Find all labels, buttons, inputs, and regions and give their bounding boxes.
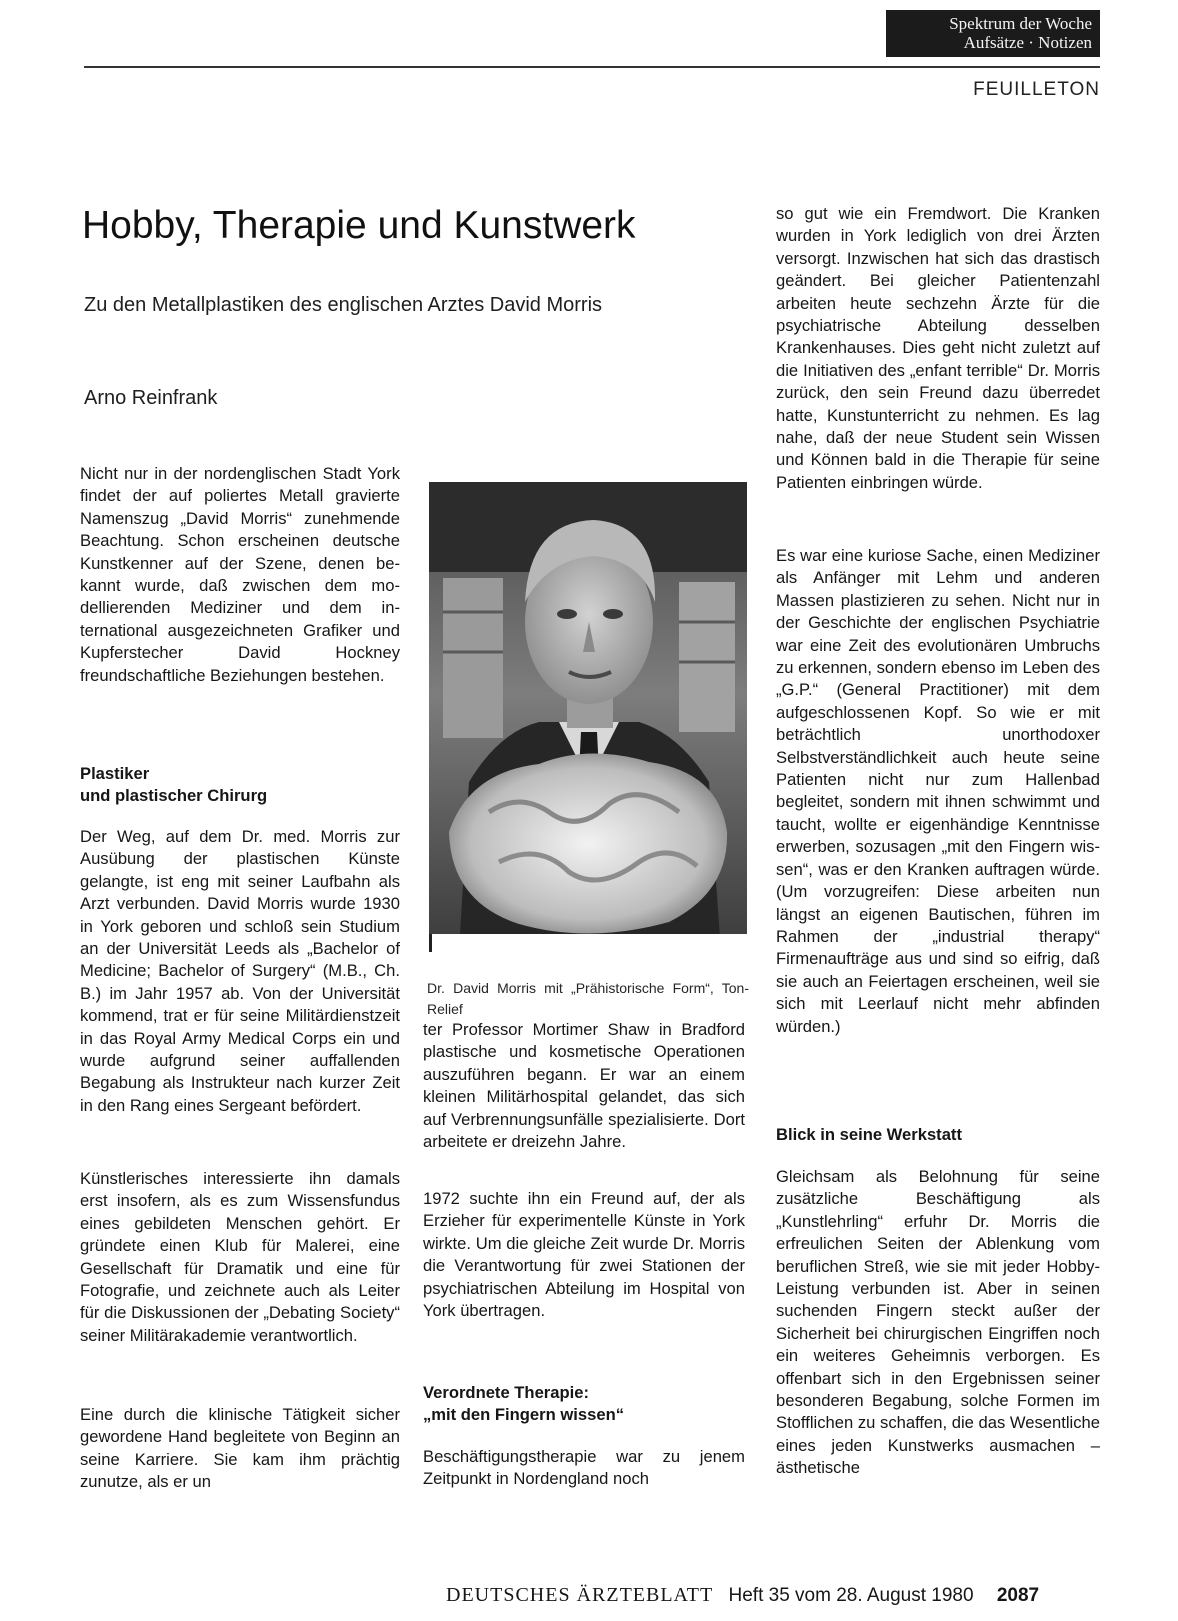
paragraph: Es war eine kuriose Sache, einen Mediziner als Anfänger mit Lehm und anderen Massen plastizieren zu sehen. Nicht nur in der Geschichte der englischen Psychiatrie war eine Zeit des evolutionären Umbruchs zu erkennen, sondern ebenso im Leben des „G.P.“ (General Practitioner) mit dem aufgeschlossenen Kopf. So wie er mit beträchtlich unorthodoxer Selbstverständlichkeit auch heute seine Patienten nicht nur zum Hallenbad begleitet, sondern mit ihnen schwimmt und taucht, wollte er eigenhändige Kenntnisse erwerben, sozusagen „mit den Fingern wissen“, was er den Kranken auftragen würde. (Um vorzugreifen: Diese arbeiten nun längst an eigenen Bautischen, führen im Rahmen der „industrial therapy“ Firmenaufträge aus und sind so eifrig, daß sie auch an Feiertagen erscheinen, weil sie sich mit Leerlauf nicht mehr abfinden würden.) xyxy=(776,546,1100,1036)
paragraph: Nicht nur in der nordenglischen Stadt York findet der auf poliertes Metall gravierte Namenszug „David Morris“ zunehmende Beachtung. Schon erscheinen deutsche Kunstkenner auf der Szene, denen bekannt wurde, daß zwischen dem modellierenden Mediziner und dem international ausgezeichneten Grafiker und Kupferstecher David Hockney freundschaftliche Beziehungen bestehen. xyxy=(80,464,400,685)
paragraph: 1972 suchte ihn ein Freund auf, der als Erzieher für experimentelle Künste in York wirkte. Um die gleiche Zeit wurde Dr. Morris die Verantwortung für zwei Stationen der psychiatrischen Abteilung im Hospital von York übertragen. xyxy=(423,1189,745,1321)
paragraph: Der Weg, auf dem Dr. med. Morris zur Ausübung der plastischen Künste gelangte, ist eng mit seiner Laufbahn als Arzt verbunden. David Morris wurde 1930 in York geboren und schloß sein Studium an der Universität Leeds als „Bachelor of Medicine; Bachelor of Surgery“ (M.B., Ch. B.) im Jahr 1957 ab. Von der Universität kommend, trat er für seine Militärdienstzeit in das Royal Army Medical Corps ein und wurde aufgrund seiner auffallenden Begabung als Instrukteur nach kurzer Zeit in den Rang eines Sergeant befördert. xyxy=(80,827,400,1115)
section-heading-line: Plastiker xyxy=(80,764,150,783)
column-1-heading xyxy=(80,763,400,808)
journal-name: DEUTSCHES ÄRZTEBLATT xyxy=(446,1584,714,1606)
paragraph: ter Professor Mortimer Shaw in Bradford plastische und kosmetische Operationen auszuführen begann. Er war an einem kleinen Militärhospital gelandet, das sich auf Verbrennungsunfälle spezialisierte. Dort arbeitete er dreizehn Jahre. xyxy=(423,1020,745,1152)
article-subtitle: Zu den Metallplastiken des englischen Arztes David Morris xyxy=(84,294,603,316)
column-1-body xyxy=(80,826,400,1117)
column-2-body-3 xyxy=(423,1446,745,1491)
badge-line-1: Spektrum der Woche xyxy=(949,14,1092,33)
photo-caption: Dr. David Morris mit „Prähistorische Form“, Ton-Relief xyxy=(427,980,749,1017)
paragraph: Künstlerisches interessierte ihn damals erst insofern, als es zum Wissensfundus eines gebildeten Menschen gehört. Er gründete einen Klub für Malerei, eine Gesellschaft für Dramatik und eine für Fotografie, und zeichnete auch als Leiter für die Diskussionen der „Debating Society“ seiner Militärakademie verantwortlich. xyxy=(80,1169,400,1345)
paragraph: Eine durch die klinische Tätigkeit sicher gewordene Hand begleitete von Beginn an seine Karriere. Sie kam ihm prächtig zunutze, als er un xyxy=(80,1405,400,1492)
portrait-illustration xyxy=(429,482,747,952)
header-rule xyxy=(84,66,1100,68)
article-author: Arno Reinfrank xyxy=(84,387,218,409)
section-badge xyxy=(886,10,1100,57)
paragraph: Beschäftigungstherapie war zu jenem Zeitpunkt in Nordengland noch xyxy=(423,1447,745,1489)
column-2-body xyxy=(423,1019,745,1153)
section-label: FEUILLETON xyxy=(973,79,1100,100)
section-heading-line: „mit den Fingern wissen“ xyxy=(423,1405,624,1425)
section-heading-line: Verordnete Therapie: xyxy=(423,1383,589,1402)
column-3-body xyxy=(776,203,1100,494)
column-1-body-3 xyxy=(80,1404,400,1494)
column-1-body-2 xyxy=(80,1168,400,1347)
column-3-heading xyxy=(776,1124,1100,1146)
section-heading: Blick in seine Werkstatt xyxy=(776,1125,962,1144)
column-1-intro xyxy=(80,463,400,687)
page-footer xyxy=(446,1584,1039,1607)
column-3-body-2 xyxy=(776,545,1100,1038)
badge-line-2: Aufsätze · Notizen xyxy=(963,33,1092,52)
issue-info: Heft 35 vom 28. August 1980 xyxy=(728,1585,974,1606)
portrait-photo xyxy=(429,482,747,952)
paragraph: Gleichsam als Belohnung für seine zusätzliche Beschäftigung als „Kunstlehrling“ erfuhr Dr. Morris die erfreulichen Seiten der Ablenkung vom beruflichen Streß, wie sie mit jeder Hobby-Leistung verbunden ist. Aber in seinen suchenden Fingern steckt außer der Sicherheit bei chirurgischen Eingriffen noch ein weiteres Geheimnis verborgen. Es offenbart sich in den Ergebnissen seiner besonderen Begabung, solche Formen im Stofflichen zu schaffen, die das Wesentliche eines jeden Kunstwerks ausmachen – ästhetische xyxy=(776,1167,1100,1478)
page-number: 2087 xyxy=(996,1585,1040,1606)
column-2-heading xyxy=(423,1382,745,1427)
section-heading-line: und plastischer Chirurg xyxy=(80,786,268,806)
column-3-body-3 xyxy=(776,1166,1100,1480)
column-2-body-2 xyxy=(423,1188,745,1322)
article-title: Hobby, Therapie und Kunstwerk xyxy=(82,204,636,247)
paragraph: so gut wie ein Fremdwort. Die Kranken wurden in York lediglich von drei Ärzten versorgt. Inzwischen hat sich das drastisch geändert. Bei gleicher Patientenzahl arbeiten heute sechzehn Ärzte für die psychiatrische Abteilung desselben Krankenhauses. Dies geht nicht zuletzt auf die Initiativen des „enfant terrible“ Dr. Morris zurück, den sein Freund dazu überredet hatte, Kunstunterricht zu nehmen. Es lag nahe, daß der neue Student sein Wissen und Können bald in die Therapie für seine Patienten einbringen würde. xyxy=(776,204,1100,492)
